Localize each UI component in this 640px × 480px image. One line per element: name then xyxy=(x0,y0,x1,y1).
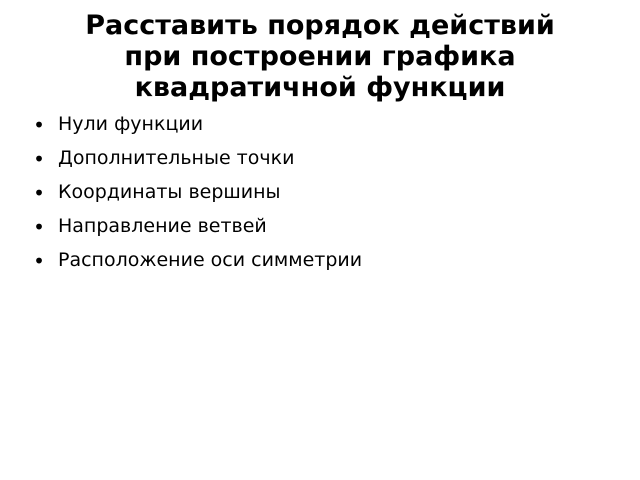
page-title: Расставить порядок действий при построении графика квадратичной функции xyxy=(85,10,555,104)
list-item xyxy=(24,109,620,143)
bullet-icon: • xyxy=(33,249,45,274)
bullet-icon: • xyxy=(33,215,45,240)
list-item-label: Нули функции xyxy=(58,113,204,136)
list-item-label: Координаты вершины xyxy=(58,181,281,204)
list-item xyxy=(24,143,620,177)
list-item-label: Дополнительные точки xyxy=(58,147,295,170)
bullet-icon: • xyxy=(33,147,45,172)
list-item xyxy=(24,211,620,245)
list-item xyxy=(24,245,620,279)
list-item-label: Направление ветвей xyxy=(58,215,267,238)
bullet-icon: • xyxy=(33,113,45,138)
list-item xyxy=(24,177,620,211)
bullet-list xyxy=(0,109,640,279)
bullet-icon: • xyxy=(33,181,45,206)
list-item-label: Расположение оси симметрии xyxy=(58,249,363,272)
